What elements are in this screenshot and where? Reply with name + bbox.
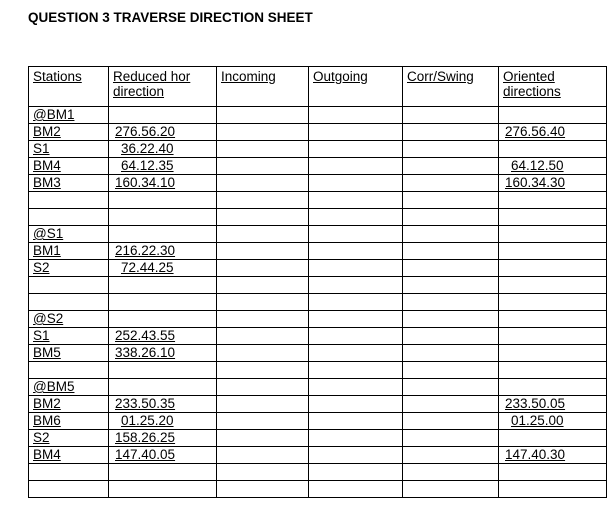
station-cell	[29, 464, 109, 481]
outgoing-cell	[309, 464, 403, 481]
station-cell	[29, 277, 109, 294]
station-cell: BM3	[29, 175, 109, 192]
corr-swing-cell	[403, 141, 499, 158]
oriented-direction-cell	[499, 345, 607, 362]
corr-swing-cell	[403, 311, 499, 328]
reduced-direction-cell: 233.50.35	[109, 396, 217, 413]
corr-swing-cell	[403, 413, 499, 430]
outgoing-cell	[309, 124, 403, 141]
outgoing-cell	[309, 294, 403, 311]
reduced-direction-cell: 64.12.35	[109, 158, 217, 175]
outgoing-cell	[309, 328, 403, 345]
reduced-direction-cell: 72.44.25	[109, 260, 217, 277]
corr-swing-cell	[403, 260, 499, 277]
incoming-cell	[217, 447, 309, 464]
oriented-direction-cell	[499, 430, 607, 447]
corr-swing-cell	[403, 481, 499, 498]
traverse-table	[28, 66, 607, 498]
header-incoming: Incoming	[217, 67, 309, 107]
station-cell: BM6	[29, 413, 109, 430]
table-row	[29, 413, 607, 430]
station-cell: @S1	[29, 226, 109, 243]
station-cell: BM1	[29, 243, 109, 260]
corr-swing-cell	[403, 447, 499, 464]
corr-swing-cell	[403, 396, 499, 413]
station-cell	[29, 481, 109, 498]
reduced-direction-cell	[109, 192, 217, 209]
incoming-cell	[217, 464, 309, 481]
corr-swing-cell	[403, 107, 499, 124]
incoming-cell	[217, 226, 309, 243]
header-oriented: Oriented directions	[499, 67, 607, 107]
corr-swing-cell	[403, 294, 499, 311]
outgoing-cell	[309, 481, 403, 498]
table-row	[29, 379, 607, 396]
outgoing-cell	[309, 430, 403, 447]
corr-swing-cell	[403, 430, 499, 447]
table-row	[29, 277, 607, 294]
reduced-direction-cell	[109, 481, 217, 498]
reduced-direction-cell	[109, 362, 217, 379]
table-row	[29, 311, 607, 328]
reduced-direction-cell: 276.56.20	[109, 124, 217, 141]
incoming-cell	[217, 107, 309, 124]
oriented-direction-cell: 276.56.40	[499, 124, 607, 141]
reduced-direction-cell	[109, 311, 217, 328]
incoming-cell	[217, 481, 309, 498]
reduced-direction-cell: 160.34.10	[109, 175, 217, 192]
table-row	[29, 396, 607, 413]
reduced-direction-cell: 01.25.20	[109, 413, 217, 430]
corr-swing-cell	[403, 158, 499, 175]
reduced-direction-cell	[109, 294, 217, 311]
station-cell: @BM5	[29, 379, 109, 396]
outgoing-cell	[309, 243, 403, 260]
corr-swing-cell	[403, 345, 499, 362]
incoming-cell	[217, 192, 309, 209]
incoming-cell	[217, 430, 309, 447]
station-cell: @S2	[29, 311, 109, 328]
oriented-direction-cell: 01.25.00	[499, 413, 607, 430]
station-cell: S2	[29, 260, 109, 277]
reduced-direction-cell: 36.22.40	[109, 141, 217, 158]
table-row	[29, 124, 607, 141]
reduced-direction-cell	[109, 107, 217, 124]
incoming-cell	[217, 345, 309, 362]
header-stations: Stations	[29, 67, 109, 107]
table-row	[29, 447, 607, 464]
table-row	[29, 243, 607, 260]
reduced-direction-cell: 216.22.30	[109, 243, 217, 260]
oriented-direction-cell	[499, 277, 607, 294]
oriented-direction-cell	[499, 294, 607, 311]
table-row	[29, 260, 607, 277]
outgoing-cell	[309, 447, 403, 464]
oriented-direction-cell	[499, 311, 607, 328]
table-row	[29, 328, 607, 345]
incoming-cell	[217, 362, 309, 379]
outgoing-cell	[309, 311, 403, 328]
oriented-direction-cell	[499, 107, 607, 124]
reduced-direction-cell	[109, 464, 217, 481]
oriented-direction-cell	[499, 481, 607, 498]
oriented-direction-cell	[499, 464, 607, 481]
incoming-cell	[217, 413, 309, 430]
station-cell: S2	[29, 430, 109, 447]
station-cell: BM4	[29, 447, 109, 464]
reduced-direction-cell	[109, 226, 217, 243]
table-row	[29, 362, 607, 379]
oriented-direction-cell	[499, 379, 607, 396]
oriented-direction-cell	[499, 192, 607, 209]
corr-swing-cell	[403, 362, 499, 379]
station-cell: BM5	[29, 345, 109, 362]
outgoing-cell	[309, 260, 403, 277]
incoming-cell	[217, 311, 309, 328]
station-cell: S1	[29, 328, 109, 345]
corr-swing-cell	[403, 209, 499, 226]
table-row	[29, 192, 607, 209]
table-row	[29, 294, 607, 311]
table-row	[29, 345, 607, 362]
corr-swing-cell	[403, 379, 499, 396]
corr-swing-cell	[403, 192, 499, 209]
corr-swing-cell	[403, 226, 499, 243]
station-cell: S1	[29, 141, 109, 158]
corr-swing-cell	[403, 243, 499, 260]
outgoing-cell	[309, 277, 403, 294]
station-cell	[29, 192, 109, 209]
station-cell	[29, 362, 109, 379]
outgoing-cell	[309, 158, 403, 175]
reduced-direction-cell	[109, 277, 217, 294]
outgoing-cell	[309, 209, 403, 226]
outgoing-cell	[309, 362, 403, 379]
reduced-direction-cell: 147.40.05	[109, 447, 217, 464]
incoming-cell	[217, 175, 309, 192]
outgoing-cell	[309, 107, 403, 124]
incoming-cell	[217, 328, 309, 345]
station-cell: BM2	[29, 124, 109, 141]
table-row	[29, 430, 607, 447]
corr-swing-cell	[403, 328, 499, 345]
table-row	[29, 226, 607, 243]
oriented-direction-cell	[499, 141, 607, 158]
corr-swing-cell	[403, 277, 499, 294]
oriented-direction-cell: 64.12.50	[499, 158, 607, 175]
oriented-direction-cell	[499, 226, 607, 243]
incoming-cell	[217, 243, 309, 260]
oriented-direction-cell: 160.34.30	[499, 175, 607, 192]
corr-swing-cell	[403, 464, 499, 481]
incoming-cell	[217, 124, 309, 141]
table-row	[29, 141, 607, 158]
outgoing-cell	[309, 396, 403, 413]
reduced-direction-cell	[109, 209, 217, 226]
oriented-direction-cell	[499, 328, 607, 345]
station-cell: BM2	[29, 396, 109, 413]
outgoing-cell	[309, 413, 403, 430]
header-corr-swing: Corr/Swing	[403, 67, 499, 107]
incoming-cell	[217, 379, 309, 396]
incoming-cell	[217, 141, 309, 158]
station-cell: @BM1	[29, 107, 109, 124]
sheet-title: QUESTION 3 TRAVERSE DIRECTION SHEET	[28, 10, 313, 25]
station-cell: BM4	[29, 158, 109, 175]
oriented-direction-cell	[499, 362, 607, 379]
table-row	[29, 158, 607, 175]
oriented-direction-cell	[499, 260, 607, 277]
table-row	[29, 175, 607, 192]
oriented-direction-cell	[499, 243, 607, 260]
header-reduced: Reduced hor direction	[109, 67, 217, 107]
station-cell	[29, 294, 109, 311]
outgoing-cell	[309, 379, 403, 396]
reduced-direction-cell: 158.26.25	[109, 430, 217, 447]
outgoing-cell	[309, 175, 403, 192]
table-row	[29, 107, 607, 124]
table-row	[29, 209, 607, 226]
table-row	[29, 464, 607, 481]
outgoing-cell	[309, 141, 403, 158]
reduced-direction-cell: 338.26.10	[109, 345, 217, 362]
outgoing-cell	[309, 226, 403, 243]
station-cell	[29, 209, 109, 226]
reduced-direction-cell	[109, 379, 217, 396]
oriented-direction-cell: 147.40.30	[499, 447, 607, 464]
reduced-direction-cell: 252.43.55	[109, 328, 217, 345]
outgoing-cell	[309, 192, 403, 209]
header-row	[29, 67, 607, 107]
incoming-cell	[217, 158, 309, 175]
incoming-cell	[217, 277, 309, 294]
oriented-direction-cell: 233.50.05	[499, 396, 607, 413]
corr-swing-cell	[403, 124, 499, 141]
incoming-cell	[217, 396, 309, 413]
incoming-cell	[217, 209, 309, 226]
corr-swing-cell	[403, 175, 499, 192]
incoming-cell	[217, 294, 309, 311]
header-outgoing: Outgoing	[309, 67, 403, 107]
incoming-cell	[217, 260, 309, 277]
outgoing-cell	[309, 345, 403, 362]
table-row	[29, 481, 607, 498]
oriented-direction-cell	[499, 209, 607, 226]
